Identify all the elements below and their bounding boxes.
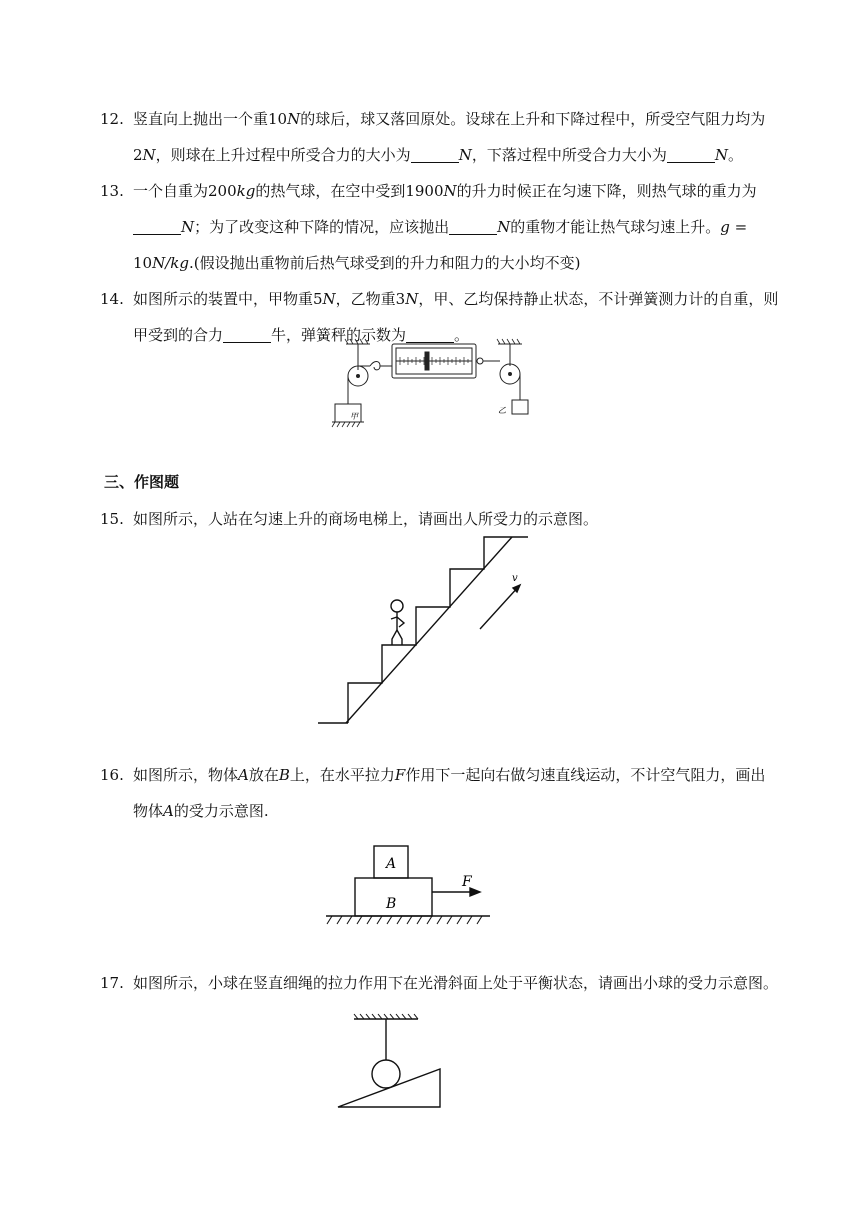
question-text: 如图所示，物体A放在B上，在水平拉力F作用下一起向右做匀速直线运动，不计空气阻力，画出物体A的受力示意图. <box>133 766 766 820</box>
weight-yi-label: 乙 <box>498 406 506 415</box>
question-12 <box>100 101 780 173</box>
answer-blank[interactable] <box>449 216 497 235</box>
question-number: 16. <box>100 766 124 784</box>
question-number: 13. <box>100 182 124 200</box>
question-number: 12. <box>100 110 124 128</box>
answer-blank[interactable] <box>223 324 271 343</box>
question-17 <box>100 965 780 1001</box>
answer-blank[interactable] <box>133 216 181 235</box>
question-15 <box>100 501 780 537</box>
spring-scale-figure <box>328 338 538 434</box>
question-16 <box>100 757 780 829</box>
question-text: 竖直向上抛出一个重10N的球后，球又落回原处。设球在上升和下降过程中，所受空气阻力均为2N，则球在上升过程中所受合力的大小为 N，下落过程中所受合力大小为 N。 <box>133 110 766 164</box>
block-b-label: B <box>386 896 397 912</box>
question-text: 如图所示，小球在竖直细绳的拉力作用下在光滑斜面上处于平衡状态，请画出小球的受力示意图。 <box>133 974 779 992</box>
escalator-figure <box>318 535 530 725</box>
weight-jia-label: 甲 <box>350 412 358 421</box>
blocks-figure <box>324 844 494 928</box>
answer-blank[interactable] <box>411 144 459 163</box>
ball-incline-figure <box>334 1013 446 1113</box>
question-number: 17. <box>100 974 124 992</box>
question-number: 15. <box>100 510 124 528</box>
velocity-label: v <box>512 573 518 584</box>
answer-blank[interactable] <box>667 144 715 163</box>
question-text: 如图所示，人站在匀速上升的商场电梯上，请画出人所受力的示意图。 <box>133 510 599 528</box>
question-text: 一个自重为200kg的热气球，在空中受到1900N的升力时候正在匀速下降，则热气球的重力为N；为了改变这种下降的情况，应该抛出 N的重物才能让热气球匀速上升。g = 10N/kg.(假设抛出重物前后热气球受到的升力和阻力的大小均不变) <box>133 182 757 272</box>
question-text: 如图所示的装置中，甲物重5N，乙物重3N，甲、乙均保持静止状态，不计弹簧测力计的自重，则甲受到的合力 牛，弹簧秤的示数为 。 <box>133 290 779 344</box>
force-f-label: F <box>462 874 472 890</box>
question-number: 14. <box>100 290 124 308</box>
block-a-label: A <box>386 856 397 872</box>
section-title: 三、作图题 <box>104 473 180 491</box>
question-13 <box>100 173 780 281</box>
